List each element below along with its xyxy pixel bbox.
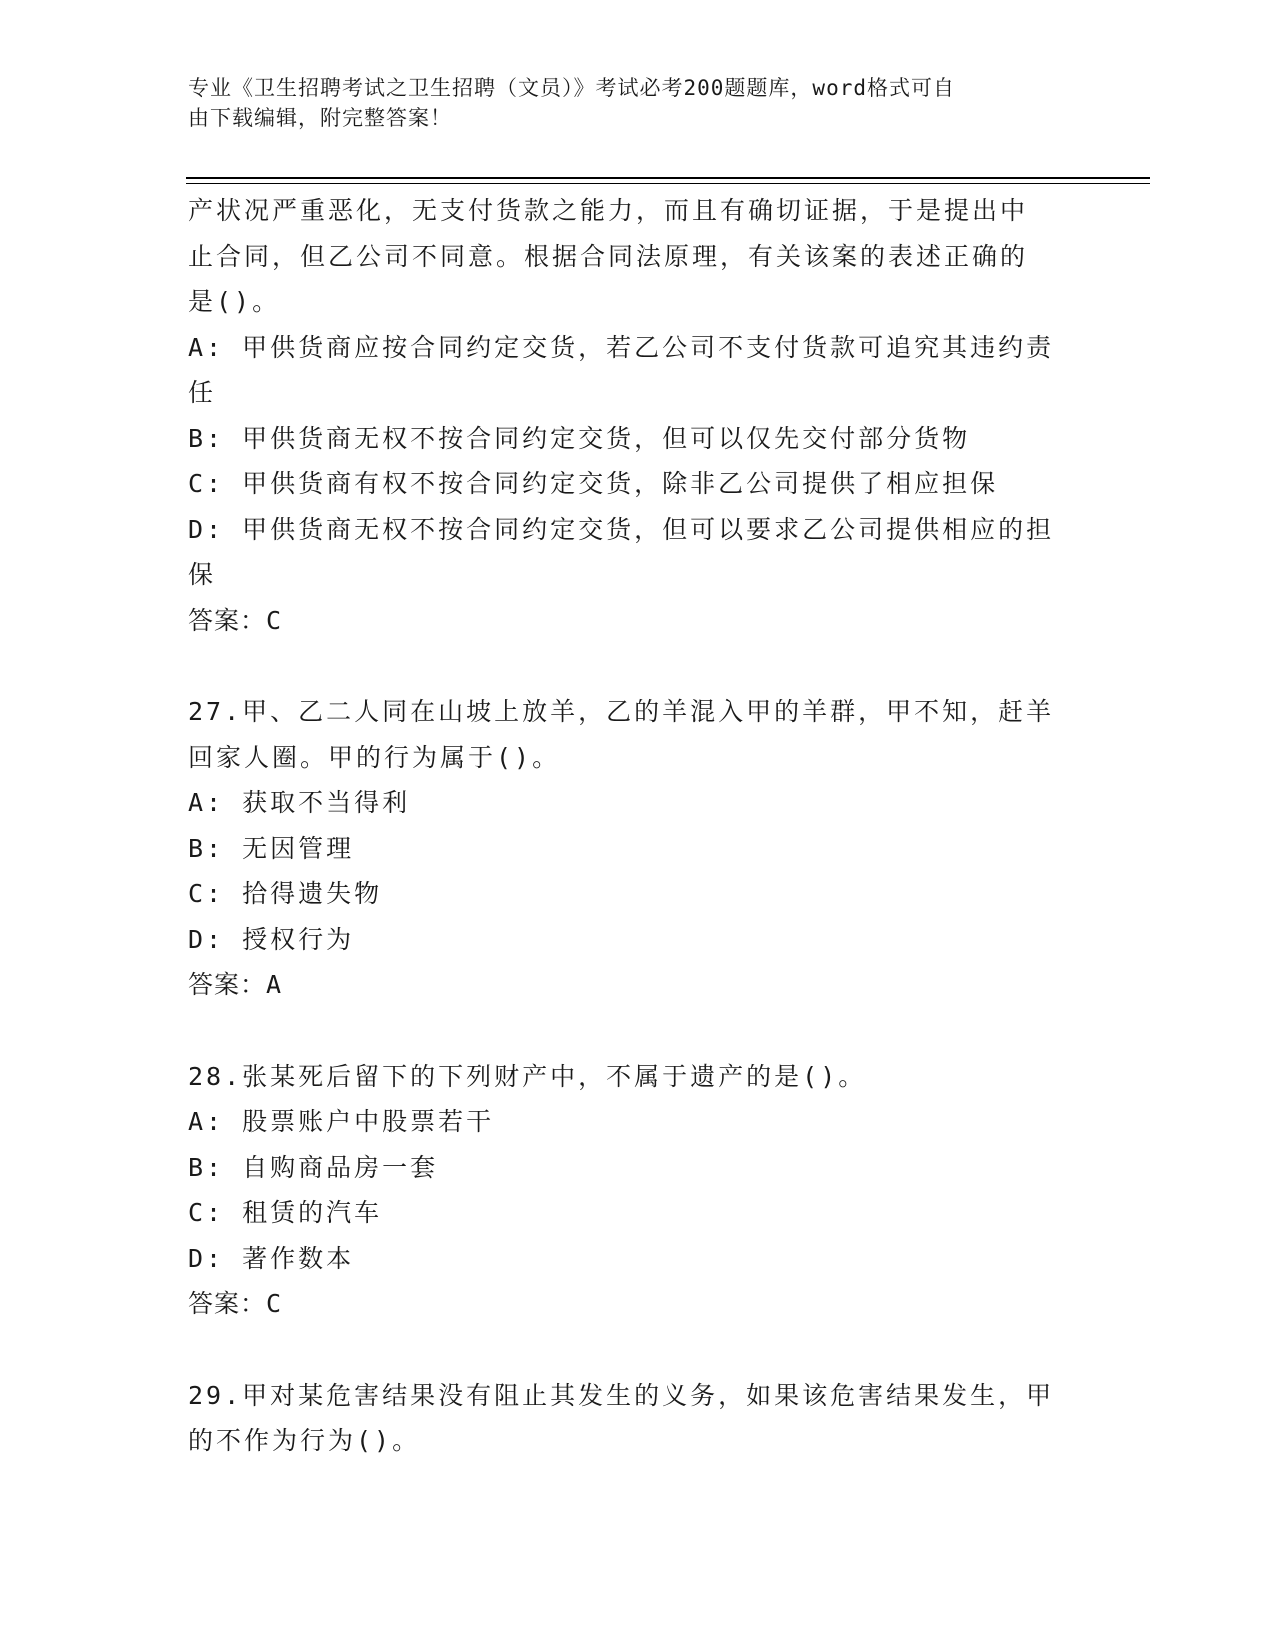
header-line-2: 由下载编辑，附完整答案！ (188, 106, 452, 130)
question-28 (188, 1054, 1088, 1327)
option-c: C: 甲供货商有权不按合同约定交货，除非乙公司提供了相应担保 (188, 469, 999, 498)
question-stem-line: 产状况严重恶化，无支付货款之能力，而且有确切证据，于是提出中 (188, 196, 1029, 225)
page-header (188, 73, 1068, 133)
header-divider-thick (186, 177, 1150, 179)
spacer (188, 1008, 1088, 1054)
question-stem-line: 29.甲对某危害结果没有阻止其发生的义务，如果该危害结果发生，甲 (188, 1380, 1055, 1410)
option-b: B: 甲供货商无权不按合同约定交货，但可以仅先交付部分货物 (188, 423, 971, 453)
option-d: D: 授权行为 (188, 924, 355, 954)
option-a: A: 获取不当得利 (188, 788, 411, 817)
answer-line: 答案：A (188, 970, 283, 999)
option-a-continued: 任 (188, 378, 217, 407)
question-list (188, 188, 1088, 1464)
question-26 (188, 188, 1088, 643)
header-divider-thin (186, 183, 1150, 184)
spacer (188, 1327, 1088, 1373)
question-27 (188, 689, 1088, 1008)
option-d: D: 甲供货商无权不按合同约定交货，但可以要求乙公司提供相应的担 (188, 514, 1055, 544)
question-stem-line: 是()。 (188, 287, 281, 316)
question-stem-line: 止合同，但乙公司不同意。根据合同法原理，有关该案的表述正确的 (188, 241, 1029, 271)
spacer (188, 643, 1088, 689)
answer-line: 答案：C (188, 605, 283, 635)
question-stem-line: 28.张某死后留下的下列财产中，不属于遗产的是()。 (188, 1061, 867, 1091)
question-29 (188, 1373, 1088, 1464)
option-b: B: 无因管理 (188, 833, 355, 863)
option-a: A: 甲供货商应按合同约定交货，若乙公司不支付货款可追究其违约责 (188, 332, 1055, 362)
header-line-1: 专业《卫生招聘考试之卫生招聘（文员）》考试必考200题题库，word格式可自 (188, 76, 955, 100)
option-b: B: 自购商品房一套 (188, 1152, 439, 1182)
option-a: A: 股票账户中股票若干 (188, 1107, 495, 1136)
option-d: D: 著作数本 (188, 1243, 355, 1273)
option-d-continued: 保 (188, 560, 217, 589)
answer-line: 答案：C (188, 1289, 283, 1318)
option-c: C: 租赁的汽车 (188, 1198, 383, 1227)
question-stem-line: 27.甲、乙二人同在山坡上放羊，乙的羊混入甲的羊群，甲不知，赶羊 (188, 697, 1055, 726)
option-c: C: 拾得遗失物 (188, 879, 383, 908)
question-stem-line: 的不作为行为()。 (188, 1426, 421, 1455)
question-stem-line: 回家人圈。甲的行为属于()。 (188, 742, 561, 772)
